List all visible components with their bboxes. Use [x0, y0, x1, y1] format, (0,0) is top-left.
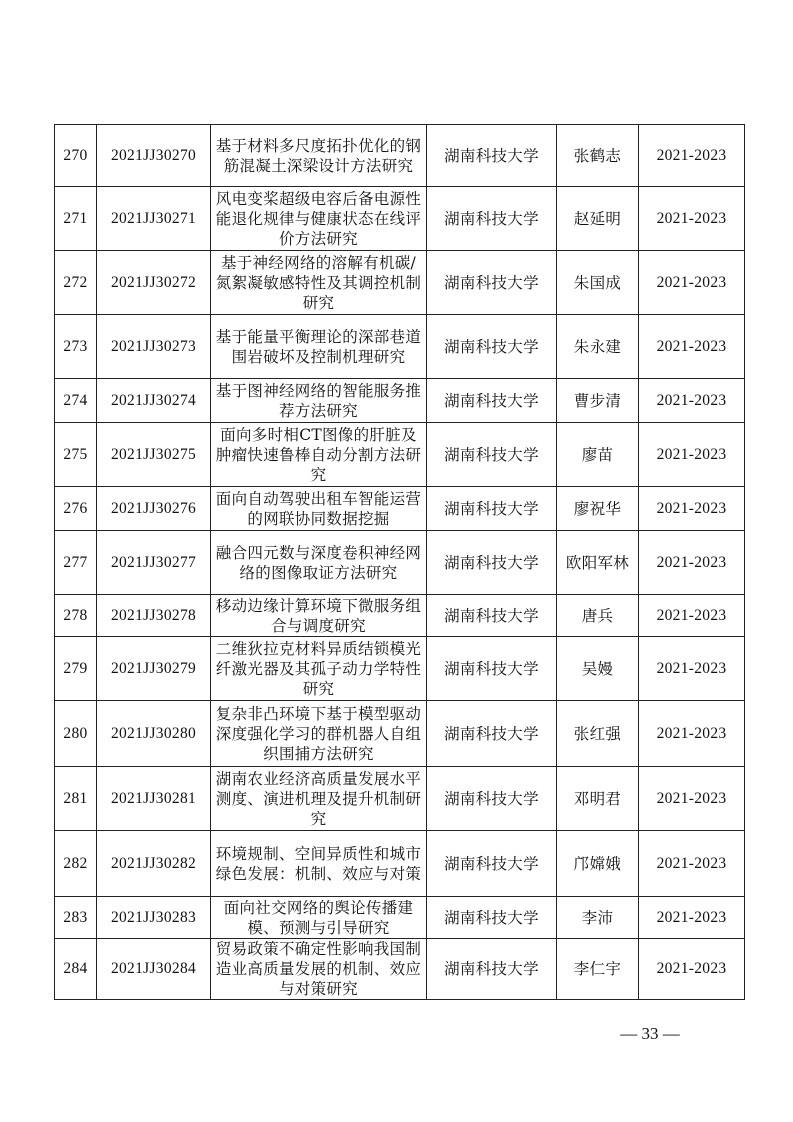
project-period: 2021-2023	[639, 701, 745, 767]
table-row	[55, 125, 745, 187]
table-row	[55, 379, 745, 423]
table-row	[55, 487, 745, 531]
table-row	[55, 187, 745, 251]
table-row	[55, 897, 745, 939]
row-number: 271	[55, 187, 97, 251]
table-row	[55, 251, 745, 315]
project-code: 2021JJ30272	[97, 251, 211, 315]
row-number: 278	[55, 595, 97, 637]
host-institution: 湖南科技大学	[427, 831, 557, 897]
table-row	[55, 939, 745, 1000]
row-number: 272	[55, 251, 97, 315]
project-code: 2021JJ30281	[97, 767, 211, 831]
table-row	[55, 423, 745, 487]
host-institution: 湖南科技大学	[427, 701, 557, 767]
project-title: 二维狄拉克材料异质结锁模光纤激光器及其孤子动力学特性研究	[211, 637, 427, 701]
host-institution: 湖南科技大学	[427, 897, 557, 939]
project-period: 2021-2023	[639, 315, 745, 379]
project-title: 基于能量平衡理论的深部巷道围岩破坏及控制机理研究	[211, 315, 427, 379]
project-code: 2021JJ30274	[97, 379, 211, 423]
row-number: 273	[55, 315, 97, 379]
host-institution: 湖南科技大学	[427, 767, 557, 831]
project-period: 2021-2023	[639, 897, 745, 939]
host-institution: 湖南科技大学	[427, 125, 557, 187]
table-row	[55, 831, 745, 897]
project-leader: 李沛	[557, 897, 639, 939]
project-period: 2021-2023	[639, 831, 745, 897]
project-code: 2021JJ30275	[97, 423, 211, 487]
row-number: 282	[55, 831, 97, 897]
table-body	[55, 125, 745, 1000]
host-institution: 湖南科技大学	[427, 531, 557, 595]
project-leader: 吴嫚	[557, 637, 639, 701]
project-period: 2021-2023	[639, 187, 745, 251]
project-code: 2021JJ30280	[97, 701, 211, 767]
project-code: 2021JJ30273	[97, 315, 211, 379]
table-row	[55, 701, 745, 767]
project-code: 2021JJ30271	[97, 187, 211, 251]
project-leader: 张红强	[557, 701, 639, 767]
table-row	[55, 637, 745, 701]
project-title: 面向自动驾驶出租车智能运营的网联协同数据挖掘	[211, 487, 427, 531]
project-code: 2021JJ30279	[97, 637, 211, 701]
host-institution: 湖南科技大学	[427, 187, 557, 251]
project-code: 2021JJ30282	[97, 831, 211, 897]
project-code: 2021JJ30270	[97, 125, 211, 187]
project-period: 2021-2023	[639, 595, 745, 637]
project-period: 2021-2023	[639, 125, 745, 187]
project-leader: 朱国成	[557, 251, 639, 315]
project-period: 2021-2023	[639, 379, 745, 423]
project-title: 面向社交网络的舆论传播建模、预测与引导研究	[211, 897, 427, 939]
table-row	[55, 595, 745, 637]
project-period: 2021-2023	[639, 251, 745, 315]
row-number: 280	[55, 701, 97, 767]
project-leader: 欧阳军林	[557, 531, 639, 595]
host-institution: 湖南科技大学	[427, 595, 557, 637]
project-period: 2021-2023	[639, 637, 745, 701]
host-institution: 湖南科技大学	[427, 637, 557, 701]
project-title: 贸易政策不确定性影响我国制造业高质量发展的机制、效应与对策研究	[211, 939, 427, 1000]
project-title: 基于图神经网络的智能服务推荐方法研究	[211, 379, 427, 423]
project-title: 基于材料多尺度拓扑优化的钢筋混凝土深梁设计方法研究	[211, 125, 427, 187]
project-title: 面向多时相CT图像的肝脏及肿瘤快速鲁棒自动分割方法研究	[211, 423, 427, 487]
project-leader: 廖苗	[557, 423, 639, 487]
project-period: 2021-2023	[639, 531, 745, 595]
row-number: 279	[55, 637, 97, 701]
host-institution: 湖南科技大学	[427, 423, 557, 487]
project-title: 环境规制、空间异质性和城市绿色发展：机制、效应与对策	[211, 831, 427, 897]
row-number: 277	[55, 531, 97, 595]
project-title: 移动边缘计算环境下微服务组合与调度研究	[211, 595, 427, 637]
row-number: 270	[55, 125, 97, 187]
project-title: 基于神经网络的溶解有机碳/氮絮凝敏感特性及其调控机制研究	[211, 251, 427, 315]
project-period: 2021-2023	[639, 939, 745, 1000]
row-number: 281	[55, 767, 97, 831]
host-institution: 湖南科技大学	[427, 251, 557, 315]
project-leader: 廖祝华	[557, 487, 639, 531]
project-period: 2021-2023	[639, 423, 745, 487]
table-row	[55, 315, 745, 379]
project-code: 2021JJ30277	[97, 531, 211, 595]
project-code: 2021JJ30284	[97, 939, 211, 1000]
row-number: 283	[55, 897, 97, 939]
host-institution: 湖南科技大学	[427, 379, 557, 423]
project-title: 湖南农业经济高质量发展水平测度、演进机理及提升机制研究	[211, 767, 427, 831]
table-row	[55, 767, 745, 831]
project-leader: 唐兵	[557, 595, 639, 637]
host-institution: 湖南科技大学	[427, 315, 557, 379]
row-number: 284	[55, 939, 97, 1000]
row-number: 276	[55, 487, 97, 531]
project-title: 复杂非凸环境下基于模型驱动深度强化学习的群机器人自组织围捕方法研究	[211, 701, 427, 767]
project-code: 2021JJ30278	[97, 595, 211, 637]
host-institution: 湖南科技大学	[427, 487, 557, 531]
host-institution: 湖南科技大学	[427, 939, 557, 1000]
project-leader: 赵延明	[557, 187, 639, 251]
project-table	[54, 124, 745, 1000]
project-period: 2021-2023	[639, 767, 745, 831]
project-leader: 曹步清	[557, 379, 639, 423]
project-leader: 邝嫦娥	[557, 831, 639, 897]
project-period: 2021-2023	[639, 487, 745, 531]
project-leader: 朱永建	[557, 315, 639, 379]
project-code: 2021JJ30283	[97, 897, 211, 939]
page-number: — 33 —	[620, 1024, 680, 1043]
project-leader: 张鹤志	[557, 125, 639, 187]
project-leader: 邓明君	[557, 767, 639, 831]
row-number: 274	[55, 379, 97, 423]
project-title: 融合四元数与深度卷积神经网络的图像取证方法研究	[211, 531, 427, 595]
project-leader: 李仁宇	[557, 939, 639, 1000]
project-code: 2021JJ30276	[97, 487, 211, 531]
table-row	[55, 531, 745, 595]
row-number: 275	[55, 423, 97, 487]
project-title: 风电变桨超级电容后备电源性能退化规律与健康状态在线评价方法研究	[211, 187, 427, 251]
